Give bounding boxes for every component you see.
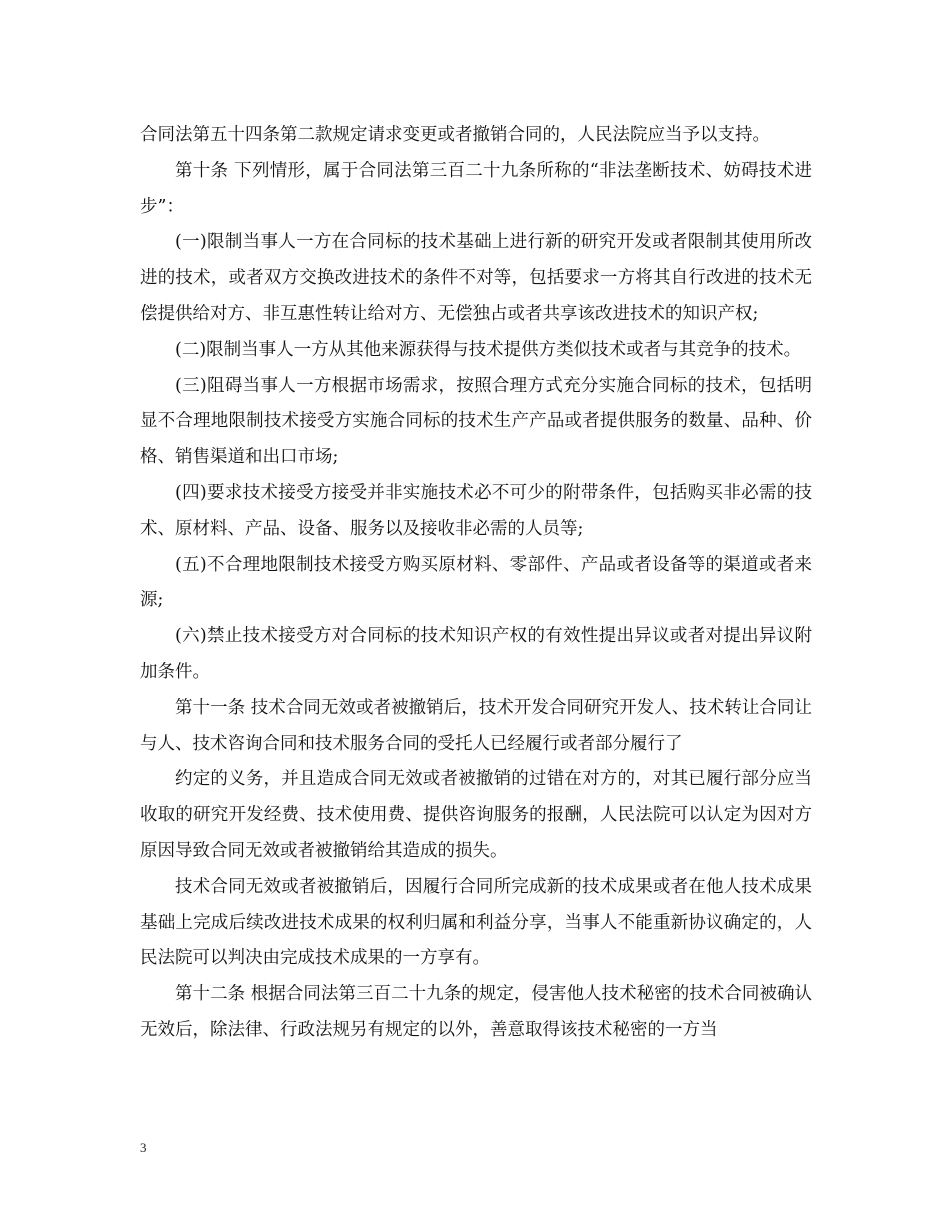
paragraph-item-4: (四)要求技术接受方接受并非实施技术必不可少的附带条件，包括购买非必需的技术、原材料、产品、设备、服务以及接收非必需的人员等; [140,482,812,539]
paragraph-article-10: 第十条 下列情形，属于合同法第三百二十九条所称的“非法垄断技术、妨碍技术进步”： [140,160,812,217]
paragraph-item-5: (五)不合理地限制技术接受方购买原材料、零部件、产品或者设备等的渠道或者来源; [140,554,812,611]
paragraph-item-6: (六)禁止技术接受方对合同标的技术知识产权的有效性提出异议或者对提出异议附加条件。 [140,626,812,682]
paragraph-article-11: 第十一条 技术合同无效或者被撤销后，技术开发合同研究开发人、技术转让合同让与人、技术咨询合同和技术服务合同的受托人已经履行或者部分履行了 [140,697,812,754]
body-text [140,118,812,1049]
paragraph-article-11-ownership: 技术合同无效或者被撤销后，因履行合同所完成新的技术成果或者在他人技术成果基础上完成后续改进技术成果的权利归属和利益分享，当事人不能重新协议确定的，人民法院可以判决由完成技术成果的一方享有。 [140,876,812,969]
paragraph-item-2: (二)限制当事人一方从其他来源获得与技术提供方类似技术或者与其竞争的技术。 [175,339,802,360]
paragraph-item-1: (一)限制当事人一方在合同标的技术基础上进行新的研究开发或者限制其使用所改进的技术，或者双方交换改进技术的条件不对等，包括要求一方将其自行改进的技术无偿提供给对方、非互惠性转让给对方、无偿独占或者共享该改进技术的知识产权; [140,232,812,324]
paragraph-article-12: 第十二条 根据合同法第三百二十九条的规定，侵害他人技术秘密的技术合同被确认无效后，除法律、行政法规另有规定的以外，善意取得该技术秘密的一方当 [140,984,812,1040]
page-number: 3 [140,1140,147,1155]
paragraph-article-11-continued: 约定的义务，并且造成合同无效或者被撤销的过错在对方的，对其已履行部分应当收取的研究开发经费、技术使用费、提供咨询服务的报酬，人民法院可以认定为因对方原因导致合同无效或者被撤销给其造成的损失。 [140,769,812,861]
paragraph-continuation: 合同法第五十四条第二款规定请求变更或者撤销合同的，人民法院应当予以支持。 [140,125,770,145]
paragraph-item-3: (三)阻碍当事人一方根据市场需求，按照合理方式充分实施合同标的技术，包括明显不合理地限制技术接受方实施合同标的技术生产产品或者提供服务的数量、品种、价格、销售渠道和出口市场; [140,375,812,468]
